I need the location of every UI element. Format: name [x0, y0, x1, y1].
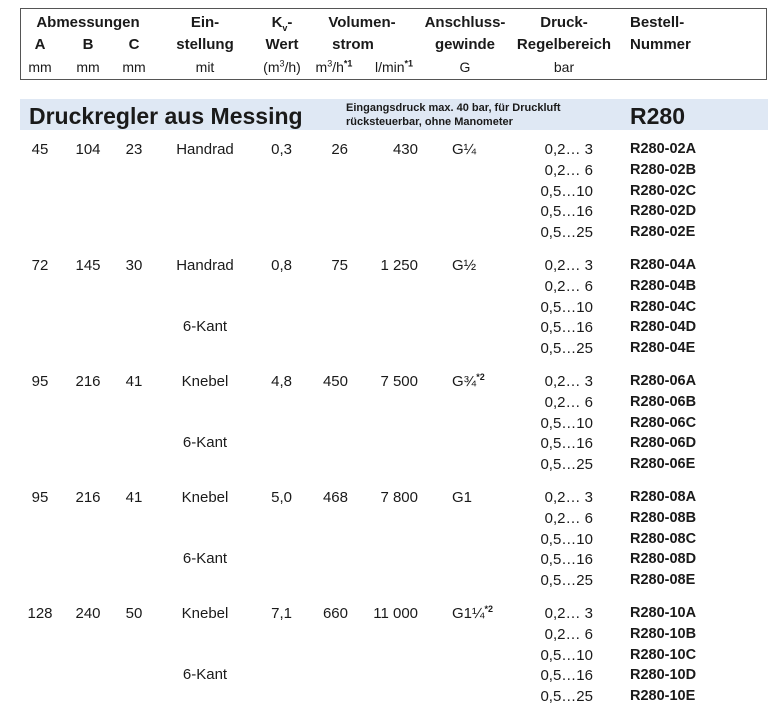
cell-druckbereich: 0,5…25 [540, 688, 593, 706]
cell-bestellnummer: R280-06A [630, 373, 697, 389]
cell-einstellung: Handrad [176, 141, 234, 158]
cell-druckbereich: 0,5…10 [540, 530, 593, 548]
cell-bestellnummer: R280-10C [630, 646, 697, 663]
gewinde-value: G¾ [452, 373, 477, 390]
cell-c: 41 [125, 489, 143, 506]
cell-druckbereich: 0,5…16 [540, 435, 593, 453]
unit-kv: $(m^3/h)$ [263, 58, 301, 75]
cell-druckbereich: 0,5…10 [540, 298, 593, 316]
header-einstellung-1: Ein- [190, 14, 220, 31]
cell-m3h: 450 [322, 373, 348, 390]
cell-gewinde [452, 142, 476, 157]
cell-gewinde [452, 490, 472, 505]
cell-c: 23 [125, 141, 143, 158]
cell-m3h: 75 [331, 257, 348, 274]
cell-kv: 0,8 [271, 257, 292, 274]
cell-bestellnummer: R280-02C [630, 182, 697, 199]
cell-m3h: 660 [322, 605, 348, 622]
cell-bestellnummer: R280-08A [630, 489, 697, 505]
header-bestell-1: Bestell- [630, 14, 685, 31]
cell-druckbereich: 0,2… 6 [544, 625, 593, 643]
cell-druckbereich: 0,5…10 [540, 414, 593, 432]
cell-bestellnummer: R280-10B [630, 625, 697, 642]
cell-b: 240 [75, 605, 101, 622]
cell-m3h: 26 [331, 141, 348, 158]
cell-bestellnummer: R280-04E [630, 340, 696, 357]
cell-druckbereich: 0,5…10 [540, 182, 593, 200]
header-anschluss-1: Anschluss- [424, 14, 506, 31]
gewinde-value: G½ [452, 257, 477, 274]
cell-lmin: 7 500 [380, 373, 418, 390]
cell-druckbereich: 0,5…16 [540, 319, 593, 337]
cell-lmin: 11 000 [373, 605, 418, 622]
cell-gewinde [452, 374, 485, 389]
cell-bestellnummer: R280-06C [630, 414, 697, 431]
footnote-mark: *2 [476, 372, 485, 382]
header-col-c: C [128, 36, 140, 53]
cell-kv: 5,0 [271, 489, 292, 506]
cell-lmin: 430 [392, 141, 418, 158]
cell-einstellung: Knebel [181, 373, 229, 390]
cell-b: 145 [75, 257, 101, 274]
cell-einstellung-alt: 6-Kant [182, 666, 228, 684]
cell-druckbereich: 0,2… 3 [544, 141, 593, 158]
cell-bestellnummer: R280-06B [630, 393, 697, 410]
cell-einstellung: Knebel [181, 489, 229, 506]
cell-druckbereich: 0,2… 3 [544, 373, 593, 390]
cell-druckbereich: 0,2… 6 [544, 161, 593, 179]
cell-b: 104 [75, 141, 101, 158]
cell-a: 72 [31, 257, 49, 274]
cell-druckbereich: 0,5…25 [540, 224, 593, 242]
cell-bestellnummer: R280-02D [630, 203, 697, 220]
cell-druckbereich: 0,5…25 [540, 572, 593, 590]
header-volumen-1: Volumen- [328, 14, 396, 31]
cell-gewinde [452, 606, 493, 621]
cell-b: 216 [75, 489, 101, 506]
header-col-a: A [34, 36, 46, 53]
section-subtitle: Eingangsdruck max. 40 bar, für Druckluft rücksteuerbar, ohne Manometer [346, 102, 561, 128]
cell-einstellung-alt: 6-Kant [182, 318, 228, 336]
unit-anschluss: G [459, 59, 471, 75]
gewinde-value: G¼ [452, 141, 477, 158]
unit-einstellung: mit [195, 59, 215, 75]
header-volumen-2: strom [332, 36, 374, 53]
cell-bestellnummer: R280-04C [630, 298, 697, 315]
cell-b: 216 [75, 373, 101, 390]
cell-druckbereich: 0,5…25 [540, 340, 593, 358]
cell-druckbereich: 0,2… 3 [544, 605, 593, 622]
cell-bestellnummer: R280-02B [630, 161, 697, 178]
cell-einstellung-alt: 6-Kant [182, 434, 228, 452]
cell-kv: 7,1 [271, 605, 292, 622]
unit-druck: bar [553, 59, 575, 75]
header-col-b: B [82, 36, 94, 53]
header-abmessungen: Abmessungen [36, 14, 140, 31]
cell-bestellnummer: R280-10E [630, 688, 696, 705]
cell-bestellnummer: R280-06D [630, 435, 697, 452]
gewinde-value: G1¼ [452, 605, 485, 622]
cell-bestellnummer: R280-04D [630, 319, 697, 336]
header-anschluss-2: gewinde [434, 36, 496, 53]
header-bestell-2: Nummer [630, 36, 691, 53]
cell-druckbereich: 0,5…16 [540, 203, 593, 221]
cell-c: 30 [125, 257, 143, 274]
header-einstellung-2: stellung [176, 36, 234, 53]
cell-druckbereich: 0,2… 6 [544, 277, 593, 295]
header-druck-1: Druck- [540, 14, 588, 31]
cell-druckbereich: 0,2… 3 [544, 257, 593, 274]
cell-bestellnummer: R280-08B [630, 509, 697, 526]
cell-bestellnummer: R280-02E [630, 224, 696, 241]
cell-c: 50 [125, 605, 143, 622]
gewinde-value: G1 [452, 489, 473, 506]
cell-a: 45 [31, 141, 49, 158]
cell-druckbereich: 0,2… 6 [544, 509, 593, 527]
section-title: Druckregler aus Messing [29, 103, 303, 129]
cell-druckbereich: 0,5…16 [540, 667, 593, 685]
cell-a: 128 [27, 605, 53, 622]
cell-bestellnummer: R280-08D [630, 551, 697, 568]
cell-bestellnummer: R280-08E [630, 572, 696, 589]
cell-bestellnummer: R280-08C [630, 530, 697, 547]
cell-a: 95 [31, 489, 49, 506]
header-kv-2: Wert [265, 36, 299, 53]
cell-bestellnummer: R280-06E [630, 456, 696, 473]
cell-einstellung: Handrad [176, 257, 234, 274]
header-druck-2: Regelbereich [516, 36, 612, 53]
cell-bestellnummer: R280-10A [630, 605, 697, 621]
cell-kv: 0,3 [271, 141, 292, 158]
unit-lmin: $l/\min^{*1}$ [374, 58, 414, 75]
cell-bestellnummer: R280-04B [630, 277, 697, 294]
footnote-mark: *2 [484, 604, 494, 614]
unit-m3h: $m^3/h^{*1}$ [315, 58, 353, 75]
cell-a: 95 [31, 373, 49, 390]
unit-a: mm [28, 59, 52, 75]
unit-b: mm [76, 59, 100, 75]
header-kv-1: $K_v-$ [271, 14, 293, 33]
cell-druckbereich: 0,2… 6 [544, 393, 593, 411]
cell-einstellung-alt: 6-Kant [182, 550, 228, 568]
cell-bestellnummer: R280-02A [630, 141, 697, 157]
cell-m3h: 468 [322, 489, 348, 506]
cell-druckbereich: 0,2… 3 [544, 489, 593, 506]
cell-bestellnummer: R280-04A [630, 257, 697, 273]
cell-druckbereich: 0,5…25 [540, 456, 593, 474]
cell-einstellung: Knebel [181, 605, 229, 622]
cell-druckbereich: 0,5…10 [540, 646, 593, 664]
unit-c: mm [122, 59, 146, 75]
cell-gewinde [452, 258, 476, 273]
cell-kv: 4,8 [271, 373, 292, 390]
cell-druckbereich: 0,5…16 [540, 551, 593, 569]
cell-c: 41 [125, 373, 143, 390]
section-code: R280 [630, 103, 685, 129]
cell-lmin: 7 800 [380, 489, 418, 506]
cell-bestellnummer: R280-10D [630, 667, 697, 684]
cell-lmin: 1 250 [380, 257, 418, 274]
